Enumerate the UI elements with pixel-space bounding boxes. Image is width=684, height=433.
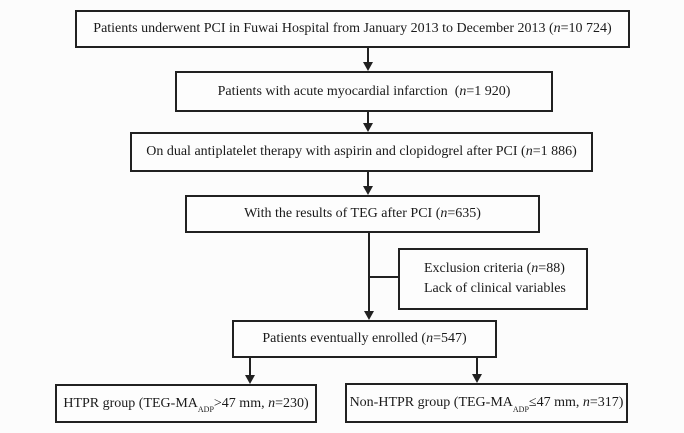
flow-box-teg (185, 195, 540, 233)
arrow-stem (367, 172, 369, 186)
arrowhead-down-icon (363, 123, 373, 132)
arrow-stem (367, 48, 369, 62)
flow-box-teg-label: With the results of TEG after PCI (n=635) (244, 206, 481, 222)
flow-box-ami-patients-label: Patients with acute myocardial infarction (n=1 920) (217, 83, 511, 99)
arrow-stem (368, 233, 370, 311)
flow-box-enrolled (232, 320, 497, 358)
flow-box-exclusion-line2: Lack of clinical variables (424, 281, 566, 296)
flow-box-pci-patients (75, 10, 630, 48)
arrow-ami-to-dapt (362, 112, 373, 132)
flow-box-htpr-group-label: HTPR group ($TEG-MA_{ADP}>47$ mm, n=230) (63, 395, 309, 415)
arrow-stem (249, 358, 251, 375)
flow-box-non-htpr-group-label: Non-HTPR group ($TEG-MA_{ADP}\le 47$ mm, n=317) (349, 395, 624, 414)
arrow-stem (476, 358, 478, 374)
flow-box-htpr-group (55, 384, 317, 423)
flow-box-ami-patients (175, 71, 553, 112)
flow-box-exclusion (398, 248, 588, 310)
arrowhead-down-icon (245, 375, 255, 384)
arrow-dapt-to-teg (362, 172, 373, 195)
flow-box-dapt-label: On dual antiplatelet therapy with aspirin and clopidogrel after PCI (n=1 886) (146, 144, 577, 160)
arrow-pci-to-ami (362, 48, 373, 71)
flow-box-dapt (130, 132, 593, 172)
arrow-stem (367, 112, 369, 123)
arrow-enrolled-to-htpr (244, 358, 255, 384)
arrow-enrolled-to-non-htpr (471, 358, 482, 383)
flow-box-non-htpr-group (345, 383, 628, 423)
flow-box-pci-patients-label: Patients underwent PCI in Fuwai Hospital from January 2013 to December 2013 (n=10 724) (93, 21, 612, 37)
arrowhead-down-icon (363, 62, 373, 71)
flow-box-exclusion-line1: Exclusion criteria (n=88) (424, 261, 565, 277)
flow-box-enrolled-label: Patients eventually enrolled (n=547) (262, 331, 467, 347)
arrowhead-down-icon (364, 311, 374, 320)
branch-line-to-exclusion (368, 276, 398, 278)
arrowhead-down-icon (363, 186, 373, 195)
arrowhead-down-icon (472, 374, 482, 383)
